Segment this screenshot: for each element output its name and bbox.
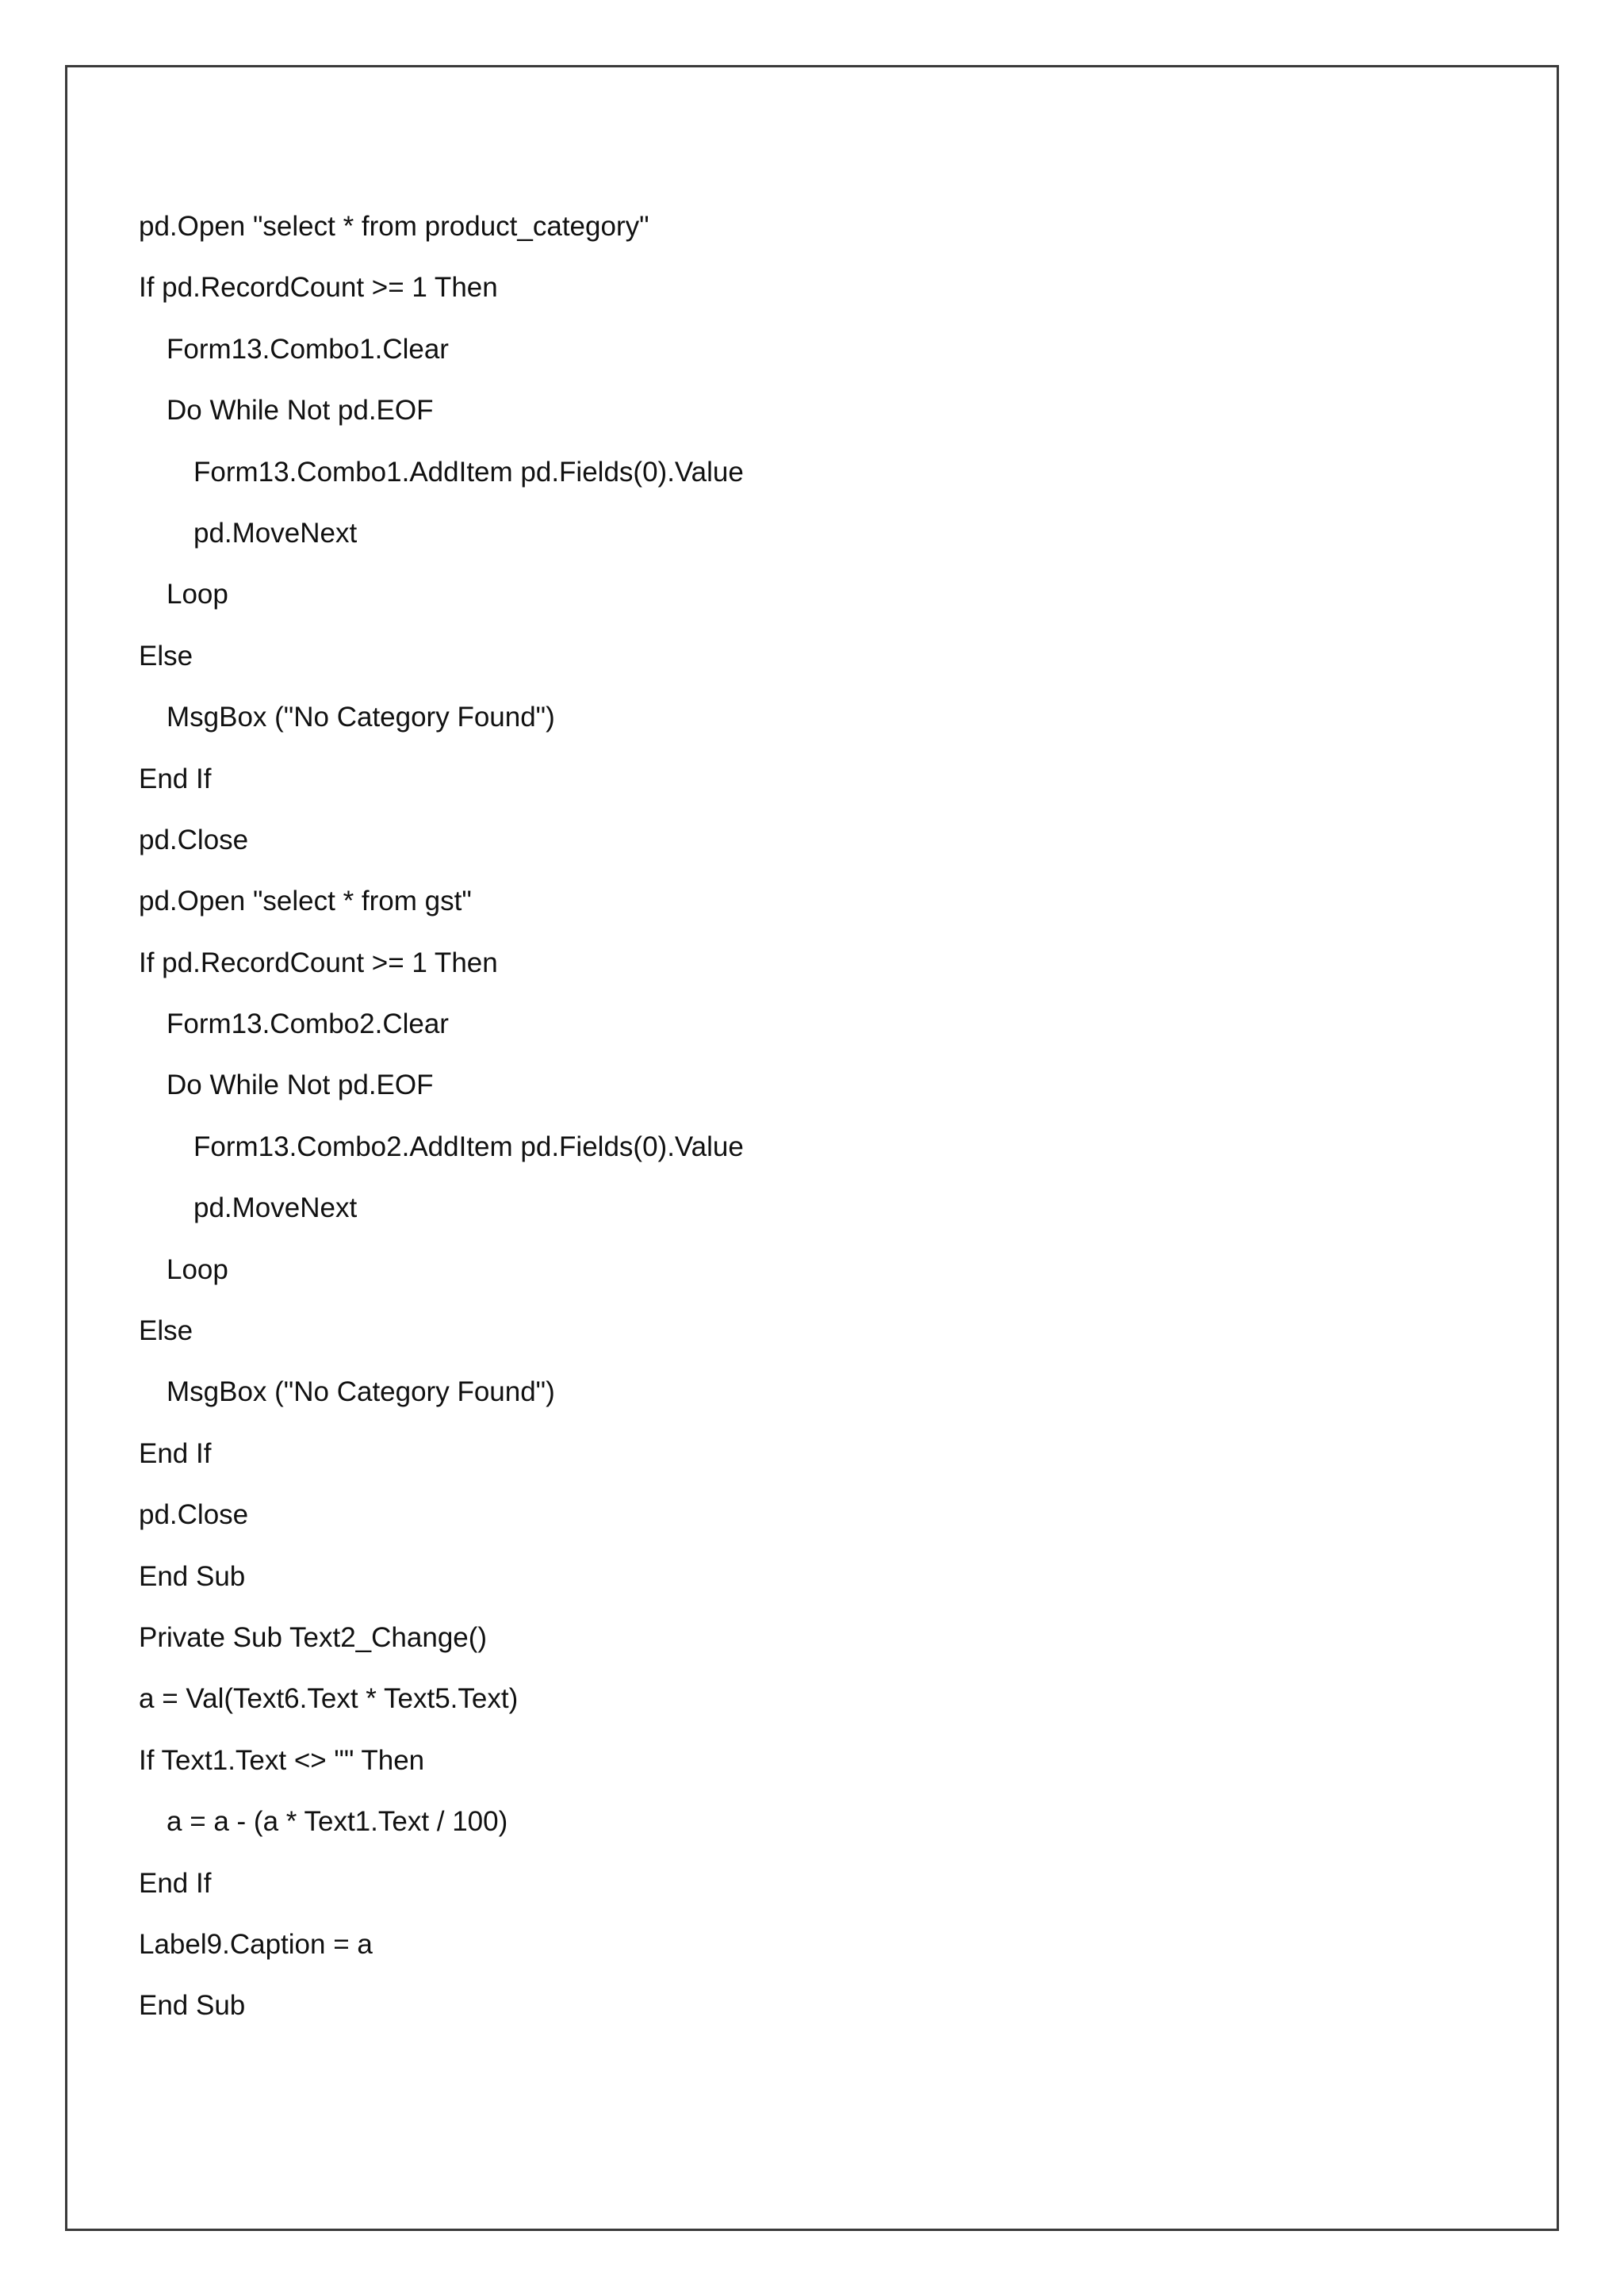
code-line-21: End If bbox=[139, 1437, 212, 1469]
code-line-20: MsgBox ("No Category Found") bbox=[167, 1376, 555, 1408]
code-line-8: Else bbox=[139, 640, 193, 672]
code-line-30: End Sub bbox=[139, 1990, 246, 2022]
code-line-11: pd.Close bbox=[139, 824, 249, 855]
code-line-27: a = a - (a * Text1.Text / 100) bbox=[167, 1806, 508, 1838]
code-line-24: Private Sub Text2_Change() bbox=[139, 1621, 488, 1653]
code-line-23: End Sub bbox=[139, 1560, 246, 1592]
code-line-18: Loop bbox=[167, 1253, 228, 1285]
code-line-25: a = Val(Text6.Text * Text5.Text) bbox=[139, 1683, 519, 1715]
code-listing bbox=[139, 205, 744, 2045]
code-line-22: pd.Close bbox=[139, 1499, 249, 1531]
code-line-1: pd.Open "select * from product_category" bbox=[139, 211, 649, 242]
code-line-17: pd.MoveNext bbox=[193, 1192, 358, 1224]
code-line-26: If Text1.Text <> "" Then bbox=[139, 1744, 425, 1776]
code-line-9: MsgBox ("No Category Found") bbox=[167, 702, 555, 733]
code-line-13: If pd.RecordCount >= 1 Then bbox=[139, 947, 498, 978]
code-line-5: Form13.Combo1.AddItem pd.Fields(0).Value bbox=[193, 456, 744, 488]
code-line-15: Do While Not pd.EOF bbox=[167, 1070, 434, 1101]
code-line-4: Do While Not pd.EOF bbox=[167, 395, 434, 427]
code-line-19: Else bbox=[139, 1315, 193, 1347]
code-line-10: End If bbox=[139, 763, 212, 794]
code-line-14: Form13.Combo2.Clear bbox=[167, 1008, 449, 1040]
code-line-12: pd.Open "select * from gst" bbox=[139, 886, 472, 917]
code-line-28: End If bbox=[139, 1867, 212, 1899]
code-line-2: If pd.RecordCount >= 1 Then bbox=[139, 272, 498, 304]
code-line-7: Loop bbox=[167, 579, 228, 610]
code-line-3: Form13.Combo1.Clear bbox=[167, 333, 449, 365]
code-line-29: Label9.Caption = a bbox=[139, 1928, 373, 1960]
code-line-16: Form13.Combo2.AddItem pd.Fields(0).Value bbox=[193, 1131, 744, 1162]
code-line-6: pd.MoveNext bbox=[193, 517, 358, 549]
